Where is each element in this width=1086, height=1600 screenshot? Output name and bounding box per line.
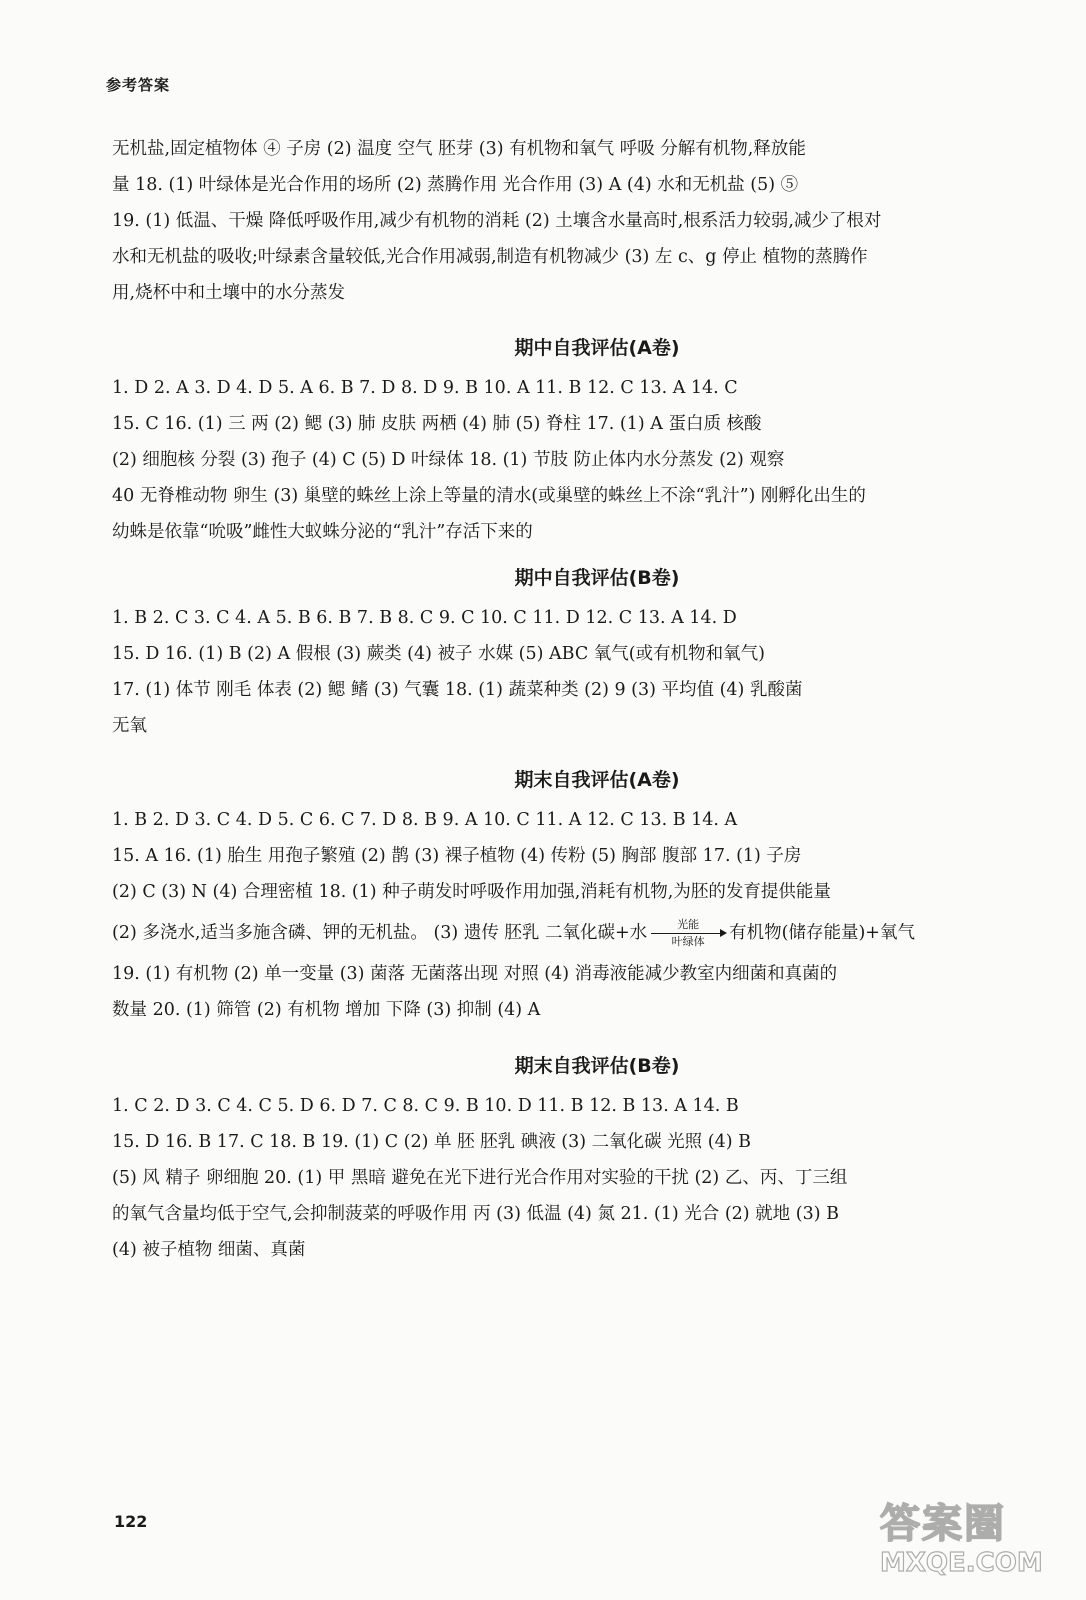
text-line: 1. B 2. C 3. C 4. A 5. B 6. B 7. B 8. C 9. C 10. C 11. D 12. C 13. A 14. D	[112, 608, 737, 628]
text-line: 水和无机盐的吸收;叶绿素含量较低,光合作用减弱,制造有机物减少 (3) 左 c、g 停止 植物的蒸腾作	[112, 247, 868, 267]
text-line: 数量 20. (1) 筛管 (2) 有机物 增加 下降 (3) 抑制 (4) A	[112, 1000, 541, 1020]
reaction-arrow	[649, 919, 727, 949]
text-line: 1. D 2. A 3. D 4. D 5. A 6. B 7. D 8. D 9. B 10. A 11. B 12. C 13. A 14. C	[112, 378, 738, 398]
text-line: 幼蛛是依靠“吮吸”雌性大蚁蛛分泌的“乳汁”存活下来的	[112, 522, 533, 542]
section-title: 期末自我评估(B卷)	[514, 1055, 680, 1077]
section-final-a	[112, 762, 1042, 1028]
page-number: 122	[114, 1512, 148, 1531]
running-header: 参考答案	[106, 76, 171, 94]
section-final-b	[112, 1048, 1042, 1268]
text-line: 1. C 2. D 3. C 4. C 5. D 6. D 7. C 8. C 9. B 10. D 11. B 12. B 13. A 14. B	[112, 1096, 739, 1116]
section-midterm-b	[112, 560, 1042, 744]
section-title: 期中自我评估(A卷)	[514, 337, 680, 359]
intro-block	[112, 131, 1042, 311]
text-line: (2) C (3) N (4) 合理密植 18. (1) 种子萌发时呼吸作用加强,消耗有机物,为胚的发育提供能量	[112, 882, 831, 902]
text-line: 19. (1) 低温、干燥 降低呼吸作用,减少有机物的消耗 (2) 土壤含水量高时,根系活力较弱,减少了根对	[112, 211, 882, 231]
arrow-condition-bottom: 叶绿体	[671, 934, 705, 948]
section-midterm-a	[112, 330, 1042, 550]
text-line: 15. D 16. (1) B (2) A 假根 (3) 蕨类 (4) 被子 水媒 (5) ABC 氧气(或有机物和氧气)	[112, 644, 765, 664]
text-line: (5) 风 精子 卵细胞 20. (1) 甲 黑暗 避免在光下进行光合作用对实验的干扰 (2) 乙、丙、丁三组	[112, 1168, 848, 1188]
text-line: 15. D 16. B 17. C 18. B 19. (1) C (2) 单 胚 胚乳 碘液 (3) 二氧化碳 光照 (4) B	[112, 1132, 751, 1152]
arrow-condition-top: 光能	[677, 917, 700, 931]
arrow-icon	[651, 933, 725, 934]
text-line: 19. (1) 有机物 (2) 单一变量 (3) 菌落 无菌落出现 对照 (4) 消毒液能减少教室内细菌和真菌的	[112, 964, 838, 984]
text-line: 用,烧杯中和土壤中的水分蒸发	[112, 283, 346, 303]
section-title: 期末自我评估(A卷)	[514, 769, 680, 791]
watermark-glyphs: 答案圈	[880, 1501, 1006, 1547]
text-line: 15. C 16. (1) 三 两 (2) 鳃 (3) 肺 皮肤 两栖 (4) 肺 (5) 脊柱 17. (1) A 蛋白质 核酸	[112, 414, 762, 434]
text-line: (4) 被子植物 细菌、真菌	[112, 1240, 306, 1260]
text-line: 15. A 16. (1) 胎生 用孢子繁殖 (2) 鹊 (3) 裸子植物 (4) 传粉 (5) 胸部 腹部 17. (1) 子房	[112, 846, 802, 866]
text-line: 的氧气含量均低于空气,会抑制菠菜的呼吸作用 丙 (3) 低温 (4) 氮 21. (1) 光合 (2) 就地 (3) B	[112, 1204, 839, 1224]
watermark-url: MXQE.COM	[880, 1548, 1043, 1578]
formula-suffix: 有机物(储存能量)+氧气	[729, 923, 915, 943]
section-title: 期中自我评估(B卷)	[514, 567, 680, 589]
text-line: 无机盐,固定植物体 ④ 子房 (2) 温度 空气 胚芽 (3) 有机物和氧气 呼吸 分解有机物,释放能	[112, 139, 806, 159]
watermark-logo	[880, 1500, 1060, 1592]
text-line: 17. (1) 体节 刚毛 体表 (2) 鳃 鳍 (3) 气囊 18. (1) 蔬菜种类 (2) 9 (3) 平均值 (4) 乳酸菌	[112, 680, 803, 700]
text-line: 量 18. (1) 叶绿体是光合作用的场所 (2) 蒸腾作用 光合作用 (3) A (4) 水和无机盐 (5) ⑤	[112, 175, 799, 195]
text-line: 1. B 2. D 3. C 4. D 5. C 6. C 7. D 8. B 9. A 10. C 11. A 12. C 13. B 14. A	[112, 810, 738, 830]
text-line: 40 无脊椎动物 卵生 (3) 巢壁的蛛丝上涂上等量的清水(或巢壁的蛛丝上不涂“乳汁”) 刚孵化出生的	[112, 486, 866, 506]
formula-prefix: (2) 多浇水,适当多施含磷、钾的无机盐。 (3) 遗传 胚乳 二氧化碳+水	[112, 923, 648, 943]
formula-line	[112, 910, 1042, 956]
text-line: (2) 细胞核 分裂 (3) 孢子 (4) C (5) D 叶绿体 18. (1) 节肢 防止体内水分蒸发 (2) 观察	[112, 450, 785, 470]
text-line: 无氧	[112, 716, 147, 736]
